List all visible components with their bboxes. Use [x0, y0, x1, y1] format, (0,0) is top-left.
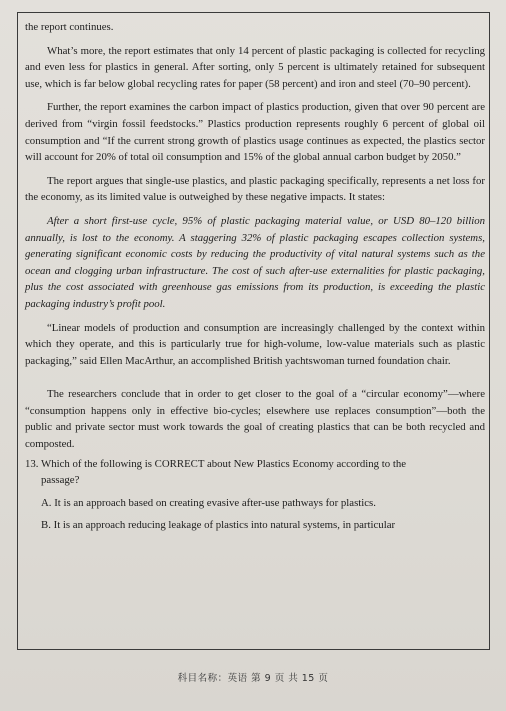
question-number: 13.	[25, 457, 39, 470]
option-a: A. It is an approach based on creating evasive after-use pathways for plastics.	[41, 496, 376, 509]
paragraph-net-loss: The report argues that single-use plastics, and plastic packaging specifically, represents a net loss for the economy, as its limited value is outweighed by these negative impacts. It states:	[25, 174, 485, 204]
page-footer: 科目名称：英语 第 9 页 共 15 页	[177, 673, 329, 684]
question-stem	[25, 456, 485, 473]
answer-frame	[17, 12, 490, 650]
paragraph-conclusion: The researchers conclude that in order to get closer to the goal of a “circular economy”—where “consumption happens only in effective bio-cycles; elsewhere use replaces consumption”—both the public and private sector must work towards the goal of creating plastics that can be both recycled and composted.	[25, 388, 485, 451]
block-quote: After a short first-use cycle, 95% of plastic packaging material value, or USD 80–120 billion annually, is lost to the economy. A staggering 32% of plastic packaging escapes collection systems, generating significant economic costs by reducing the productivity of vital natural systems such as the ocean and clogging urban infrastructure. The cost of such after-use externalities for plastic packaging, plus the cost associated with greenhouse gas emissions from its production, is exceeding the plastic packaging industry’s profit pool.	[25, 214, 485, 310]
question-stem-line1: Which of the following is CORRECT about New Plastics Economy according to the	[41, 457, 407, 470]
question-stem-line2: passage?	[41, 474, 80, 487]
paragraph-continuation: the report continues.	[25, 21, 114, 33]
paragraph-carbon-impact: Further, the report examines the carbon impact of plastics production, given that over 90 percent are derived from “virgin fossil feedstocks.” Plastics production represents roughly 6 percent of global oil consumption and “If the current strong growth of plastics usage continues as expected, the plastics sector will account for 20% of total oil consumption and 15% of the global annual carbon budget by 2050.”	[25, 101, 485, 164]
passage	[25, 19, 485, 534]
paragraph-macarthur-quote: “Linear models of production and consumption are increasingly challenged by the context within which they operate, and this is particularly true for high-volume, low-value materials such as plastic packaging,” said Ellen MacArthur, an accomplished British yachtswoman turned foundation chair.	[25, 321, 485, 367]
paragraph-recycling-rates: What’s more, the report estimates that only 14 percent of plastic packaging is collected for recycling and even less for plastics in general. After sorting, only 5 percent is ultimately retained for subsequent use, which is far below global recycling rates for paper (58 percent) and iron and steel (70–90 percent).	[25, 44, 485, 90]
question-13	[25, 456, 485, 534]
option-b: B. It is an approach reducing leakage of plastics into natural systems, in particular	[41, 519, 396, 532]
